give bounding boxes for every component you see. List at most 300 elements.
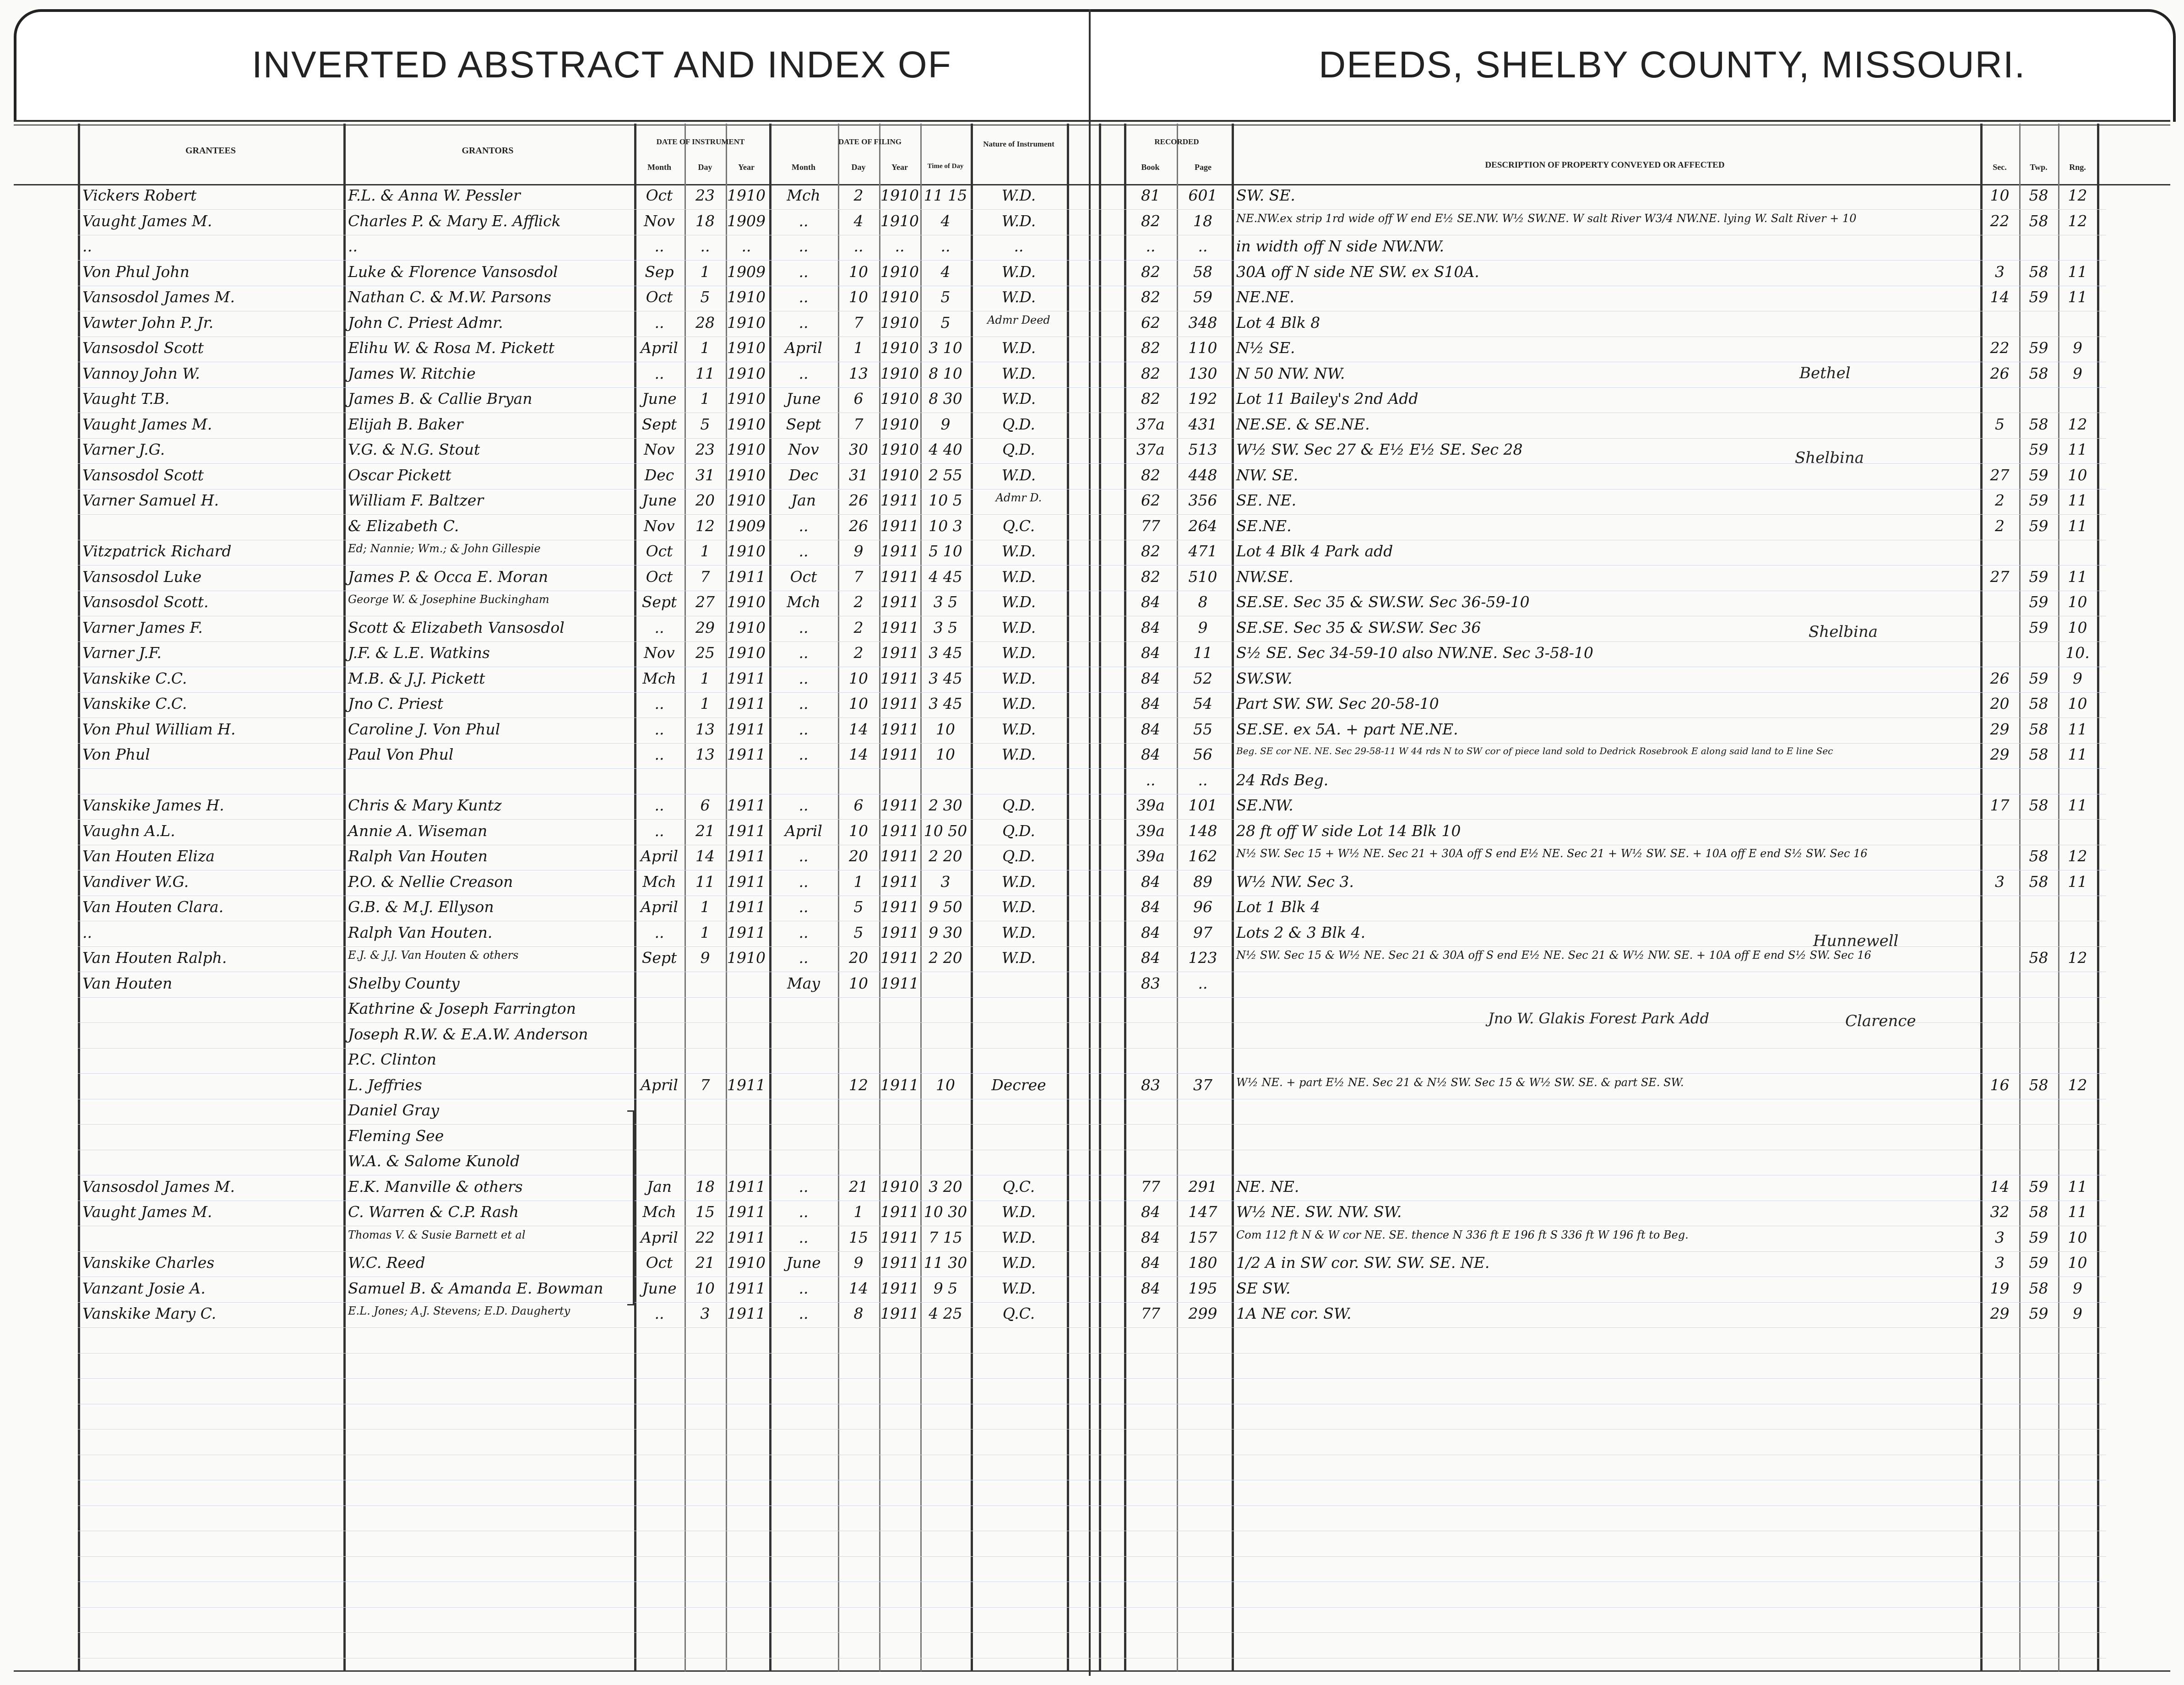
cell-sec: 14 bbox=[1990, 1177, 2010, 1196]
cell-t: 3 bbox=[940, 872, 951, 891]
ruled-line bbox=[78, 997, 2106, 998]
cell-d2: 4 bbox=[853, 212, 864, 230]
cell-nat: W.D. bbox=[1001, 186, 1036, 204]
cell-t: 5 bbox=[940, 313, 951, 332]
cell-grantee: Varner Samuel H. bbox=[82, 491, 219, 509]
cell-t: 8 30 bbox=[929, 390, 962, 408]
cell-rng: 10 bbox=[2068, 695, 2087, 712]
cell-book: 84 bbox=[1141, 923, 1160, 941]
cell-m2: .. bbox=[799, 1228, 809, 1246]
cell-m1: Oct bbox=[646, 288, 673, 306]
cell-grantor: & Elizabeth C. bbox=[348, 516, 459, 535]
cell-grantee: Vaught T.B. bbox=[82, 390, 170, 408]
ruled-line bbox=[78, 1124, 2106, 1125]
cell-page: 54 bbox=[1193, 695, 1212, 712]
cell-y2: 1911 bbox=[880, 949, 919, 967]
cell-y2: 1910 bbox=[880, 262, 919, 281]
cell-grantee: Varner James F. bbox=[82, 618, 203, 636]
cell-desc: NE.NW.ex strip 1rd wide off W end E½ SE.NW. W½ SW.NE. W salt River W3/4 NW.NE. lying W. Salt River + 10 bbox=[1236, 212, 1857, 225]
cell-t: 2 30 bbox=[929, 796, 962, 814]
cell-grantor: Nathan C. & M.W. Parsons bbox=[348, 288, 551, 306]
ruled-line bbox=[78, 692, 2106, 693]
cell-book: 82 bbox=[1141, 212, 1160, 230]
cell-sec: 10 bbox=[1990, 186, 2010, 204]
cell-desc: Lot 4 Blk 8 bbox=[1236, 313, 1320, 332]
cell-m2: May bbox=[787, 974, 820, 992]
cell-rng: 11 bbox=[2068, 262, 2087, 281]
cell-m1: Mch bbox=[642, 1203, 676, 1221]
cell-rng: 11 bbox=[2068, 440, 2087, 458]
cell-book: 37a bbox=[1136, 440, 1165, 458]
cell-book: 37a bbox=[1136, 415, 1165, 433]
cell-m1: April bbox=[641, 339, 678, 357]
cell-d2: 10 bbox=[849, 974, 868, 992]
cell-y1: 1909 bbox=[727, 262, 766, 281]
cell-y2: 1911 bbox=[880, 618, 919, 636]
header-date-filing: DATE OF FILING bbox=[838, 137, 902, 146]
cell-twp: 59 bbox=[2029, 288, 2048, 306]
cell-m1: Nov bbox=[644, 440, 675, 458]
cell-sec: 3 bbox=[1995, 1254, 2005, 1272]
cell-grantor: Charles P. & Mary E. Afflick bbox=[348, 212, 561, 230]
cell-m1: June bbox=[642, 390, 677, 408]
column-divider bbox=[1099, 124, 1101, 1671]
ruled-line bbox=[78, 1378, 2106, 1379]
column-divider bbox=[343, 124, 346, 1671]
cell-y2: 1910 bbox=[880, 440, 919, 458]
cell-y1: 1911 bbox=[727, 872, 766, 891]
cell-twp: 59 bbox=[2029, 669, 2048, 687]
cell-d1: 6 bbox=[700, 796, 710, 814]
cell-m2: .. bbox=[799, 872, 809, 891]
cell-nat: W.D. bbox=[1001, 1279, 1036, 1297]
cell-grantee: Vanskike C.C. bbox=[82, 669, 187, 687]
cell-m1: .. bbox=[654, 720, 664, 738]
place-note: Bethel bbox=[1799, 364, 1851, 382]
cell-m1: June bbox=[642, 1279, 677, 1297]
cell-t: 2 55 bbox=[929, 466, 962, 484]
cell-nat: Q.D. bbox=[1002, 440, 1035, 458]
cell-sec: 27 bbox=[1990, 567, 2010, 586]
place-note: Hunnewell bbox=[1813, 932, 1899, 950]
cell-nat: W.D. bbox=[1001, 542, 1036, 560]
cell-grantor: Ralph Van Houten bbox=[348, 847, 488, 865]
cell-twp: 58 bbox=[2029, 415, 2048, 433]
cell-desc: Lot 4 Blk 4 Park add bbox=[1236, 542, 1393, 560]
cell-book: 84 bbox=[1141, 745, 1160, 763]
cell-m2: Oct bbox=[790, 567, 817, 586]
cell-nat: W.D. bbox=[1001, 466, 1036, 484]
cell-desc: N½ SE. bbox=[1236, 339, 1295, 357]
cell-sec: 20 bbox=[1990, 695, 2010, 712]
cell-y1: 1910 bbox=[727, 288, 766, 306]
cell-rng: 11 bbox=[2068, 491, 2087, 509]
cell-rng: 9 bbox=[2073, 364, 2082, 382]
cell-sec: 22 bbox=[1990, 339, 2010, 357]
cell-d2: 1 bbox=[853, 872, 864, 891]
cell-page: 192 bbox=[1188, 390, 1217, 408]
cell-m2: .. bbox=[799, 949, 809, 967]
cell-m1: .. bbox=[654, 364, 664, 382]
header-nature: Nature of Instrument bbox=[983, 140, 1054, 148]
cell-t: 10 bbox=[936, 720, 955, 738]
cell-m1: Jan bbox=[647, 1177, 672, 1196]
ruled-line bbox=[78, 1607, 2106, 1608]
cell-m1: Oct bbox=[646, 1254, 673, 1272]
cell-d1: 7 bbox=[700, 567, 710, 586]
cell-m2: Nov bbox=[788, 440, 819, 458]
cell-nat: W.D. bbox=[1001, 898, 1036, 916]
cell-grantee: Vitzpatrick Richard bbox=[82, 542, 232, 560]
place-note: Clarence bbox=[1845, 1012, 1916, 1030]
cell-d1: 1 bbox=[700, 390, 710, 408]
cell-desc: S½ SE. Sec 34-59-10 also NW.NE. Sec 3-58-10 bbox=[1236, 644, 1593, 662]
ruled-line bbox=[78, 1048, 2106, 1049]
cell-desc: N 50 NW. NW. bbox=[1236, 364, 1345, 382]
cell-y1: 1911 bbox=[727, 923, 766, 941]
cell-t: 3 5 bbox=[933, 593, 958, 611]
header-date-instrument: DATE OF INSTRUMENT bbox=[656, 137, 745, 146]
cell-nat: W.D. bbox=[1001, 339, 1036, 357]
cell-d1: 13 bbox=[695, 745, 715, 763]
cell-y2: 1911 bbox=[880, 923, 919, 941]
cell-sec: 29 bbox=[1990, 745, 2010, 763]
cell-twp: 58 bbox=[2029, 796, 2048, 814]
cell-page: 147 bbox=[1188, 1203, 1217, 1221]
cell-rng: 11 bbox=[2068, 1203, 2087, 1221]
cell-y1: 1910 bbox=[727, 186, 766, 204]
cell-t: .. bbox=[940, 237, 951, 255]
cell-grantee: Vaught James M. bbox=[82, 1203, 212, 1221]
cell-y2: 1911 bbox=[880, 1203, 919, 1221]
cell-grantee: Vanskike James H. bbox=[82, 796, 224, 814]
cell-page: 148 bbox=[1188, 821, 1217, 840]
cell-t: 10 bbox=[936, 745, 955, 763]
cell-desc: Lot 11 Bailey's 2nd Add bbox=[1236, 390, 1418, 408]
ruled-line bbox=[78, 1302, 2106, 1303]
cell-d2: 2 bbox=[853, 593, 864, 611]
cell-y2: 1911 bbox=[880, 695, 919, 712]
decree-twp: 58 bbox=[2029, 1076, 2048, 1094]
cell-d1: 29 bbox=[695, 618, 715, 636]
cell-page: 52 bbox=[1193, 669, 1212, 687]
cell-grantee: Vannoy John W. bbox=[82, 364, 200, 382]
cell-y2: 1910 bbox=[880, 313, 919, 332]
cell-t: 2 20 bbox=[929, 847, 962, 865]
cell-page: 56 bbox=[1193, 745, 1212, 763]
cell-sec: 14 bbox=[1990, 288, 2010, 306]
cell-grantor: Oscar Pickett bbox=[348, 466, 451, 484]
cell-m2: .. bbox=[799, 847, 809, 865]
cell-desc: W½ NE. SW. NW. SW. bbox=[1236, 1203, 1402, 1221]
cell-d1: 1 bbox=[700, 898, 710, 916]
cell-y2: 1911 bbox=[880, 796, 919, 814]
ruled-line bbox=[78, 1022, 2106, 1023]
ruled-line bbox=[78, 1327, 2106, 1328]
decree-y2: 1911 bbox=[880, 1076, 919, 1094]
cell-sec: 32 bbox=[1990, 1203, 2010, 1221]
cell-d1: 14 bbox=[695, 847, 715, 865]
cell-page: 356 bbox=[1188, 491, 1217, 509]
cell-m2: June bbox=[786, 1254, 821, 1272]
cell-m2: .. bbox=[799, 898, 809, 916]
cell-m1: April bbox=[641, 847, 678, 865]
cell-grantor: William F. Baltzer bbox=[348, 491, 484, 509]
cell-m2: .. bbox=[799, 1177, 809, 1196]
cell-grantor: Scott & Elizabeth Vansosdol bbox=[348, 618, 565, 636]
column-divider bbox=[1232, 124, 1234, 1671]
cell-rng: 10. bbox=[2065, 644, 2090, 662]
cell-t: 10 5 bbox=[929, 491, 962, 509]
cell-d2: 10 bbox=[849, 695, 868, 712]
cell-book: 84 bbox=[1141, 720, 1160, 738]
cell-twp: 59 bbox=[2029, 618, 2048, 636]
cell-desc: SE.SE. ex 5A. + part NE.NE. bbox=[1236, 720, 1458, 738]
cell-d1: 28 bbox=[695, 313, 715, 332]
sub-day-1: Day bbox=[698, 163, 712, 172]
cell-y1: 1909 bbox=[727, 212, 766, 230]
cell-book: 82 bbox=[1141, 390, 1160, 408]
cell-d2: 14 bbox=[849, 1279, 868, 1297]
cell-book: .. bbox=[1146, 237, 1156, 255]
cell-y2: 1911 bbox=[880, 516, 919, 535]
cell-rng: 10 bbox=[2068, 593, 2087, 611]
cell-desc: Beg. SE cor NE. NE. Sec 29-58-11 W 44 rds N to SW cor of piece land sold to Dedrick Rosebrook E along said land to E line Sec bbox=[1236, 745, 1833, 756]
cell-nat: Q.C. bbox=[1002, 1305, 1035, 1322]
cell-grantor: Luke & Florence Vansosdol bbox=[348, 262, 558, 281]
cell-d2: 5 bbox=[853, 923, 864, 941]
cell-y1: 1911 bbox=[727, 567, 766, 586]
cell-m1: Sept bbox=[641, 949, 677, 967]
cell-grantee: Vansosdol Scott. bbox=[82, 593, 209, 611]
cell-y1: 1910 bbox=[727, 390, 766, 408]
cell-m1: Oct bbox=[646, 567, 673, 586]
cell-d1: .. bbox=[700, 237, 710, 255]
cell-rng: 9 bbox=[2073, 669, 2082, 687]
cell-nat: W.D. bbox=[1001, 949, 1036, 967]
cell-book: 77 bbox=[1141, 1305, 1160, 1322]
decree-desc: W½ NE. + part E½ NE. Sec 21 & N½ SW. Sec 15 & W½ SW. SE. & part SE. SW. bbox=[1236, 1076, 1684, 1089]
cell-book: 84 bbox=[1141, 1279, 1160, 1297]
footer-rule bbox=[14, 1670, 2170, 1672]
cell-m2: .. bbox=[799, 618, 809, 636]
cell-grantee: Vaught James M. bbox=[82, 415, 212, 433]
cell-t: 11 30 bbox=[924, 1254, 967, 1272]
cell-d1: 5 bbox=[700, 415, 710, 433]
sub-time-of-day: Time of Day bbox=[927, 163, 964, 170]
cell-page: 110 bbox=[1188, 339, 1217, 357]
header-grantors: GRANTORS bbox=[462, 146, 514, 156]
cell-t: 3 5 bbox=[933, 618, 958, 636]
cell-y2: 1910 bbox=[880, 364, 919, 382]
cell-m2: Sept bbox=[786, 415, 821, 433]
cell-page: 123 bbox=[1188, 949, 1217, 967]
cell-grantee: Vanskike Charles bbox=[82, 1254, 215, 1272]
decree-m1: April bbox=[641, 1076, 678, 1094]
cell-book: 82 bbox=[1141, 567, 1160, 586]
cell-t: 10 50 bbox=[924, 821, 967, 840]
cell-d2: 10 bbox=[849, 669, 868, 687]
cell-d1: 31 bbox=[695, 466, 715, 484]
cell-twp: 59 bbox=[2029, 1177, 2048, 1196]
cell-sec: 3 bbox=[1995, 872, 2005, 891]
cell-desc: NW. SE. bbox=[1236, 466, 1298, 484]
cell-page: 101 bbox=[1188, 796, 1217, 814]
cell-desc: N½ SW. Sec 15 + W½ NE. Sec 21 + 30A off S end E½ NE. Sec 21 + W½ SW. SE. + 10A off E end S½ SW. Sec 16 bbox=[1236, 847, 1868, 860]
cell-desc: SE.NW. bbox=[1236, 796, 1293, 814]
cell-nat: W.D. bbox=[1001, 695, 1036, 712]
cell-desc: 1A NE cor. SW. bbox=[1236, 1305, 1352, 1322]
cell-twp: 59 bbox=[2029, 1228, 2048, 1246]
cell-nat: Q.D. bbox=[1002, 415, 1035, 433]
header-recorded: RECORDED bbox=[1154, 137, 1199, 146]
cell-book: 82 bbox=[1141, 364, 1160, 382]
cell-d2: 1 bbox=[853, 1203, 864, 1221]
decree-grantor: L. Jeffries bbox=[348, 1076, 422, 1094]
cell-book: 84 bbox=[1141, 1228, 1160, 1246]
cell-d2: 5 bbox=[853, 898, 864, 916]
cell-t: 3 20 bbox=[929, 1177, 962, 1196]
decree-d2: 12 bbox=[849, 1076, 868, 1094]
cell-desc: SE.NE. bbox=[1236, 516, 1292, 535]
place-note: Shelbina bbox=[1809, 623, 1878, 641]
cell-m1: April bbox=[641, 898, 678, 916]
cell-grantee: Von Phul John bbox=[82, 262, 190, 281]
cell-grantor: F.L. & Anna W. Pessler bbox=[348, 186, 521, 204]
cell-m1: Mch bbox=[642, 872, 676, 891]
cell-rng: 11 bbox=[2068, 720, 2087, 738]
cell-page: 59 bbox=[1193, 288, 1212, 306]
cell-m2: .. bbox=[799, 796, 809, 814]
cell-y1: 1911 bbox=[727, 1279, 766, 1297]
cell-y1: 1910 bbox=[727, 415, 766, 433]
cell-d2: 9 bbox=[853, 542, 864, 560]
cell-d2: 7 bbox=[853, 567, 864, 586]
cell-book: 83 bbox=[1141, 974, 1160, 992]
cell-desc: SE SW. bbox=[1236, 1279, 1291, 1297]
ruled-line bbox=[78, 1556, 2106, 1557]
cell-y2: 1910 bbox=[880, 466, 919, 484]
cell-desc: N½ SW. Sec 15 & W½ NE. Sec 21 & 30A off S end E½ NE. Sec 21 & W½ NW. SE. + 10A off E end S½ SW. Sec 16 bbox=[1236, 949, 1871, 962]
cell-nat: Admr Deed bbox=[987, 313, 1050, 326]
cell-page: 9 bbox=[1198, 618, 1208, 636]
cell-y1: 1911 bbox=[727, 720, 766, 738]
decree-grantor: Kathrine & Joseph Farrington bbox=[348, 1000, 576, 1017]
cell-twp: 58 bbox=[2029, 872, 2048, 891]
cell-desc: Part SW. SW. Sec 20-58-10 bbox=[1236, 695, 1439, 712]
cell-desc: W½ NW. Sec 3. bbox=[1236, 872, 1354, 891]
cell-y1: 1911 bbox=[727, 1177, 766, 1196]
cell-grantee: Vanskike C.C. bbox=[82, 695, 187, 712]
column-divider bbox=[2097, 124, 2099, 1671]
cell-grantor: James W. Ritchie bbox=[348, 364, 476, 382]
cell-grantor: E.L. Jones; A.J. Stevens; E.D. Daugherty bbox=[348, 1305, 570, 1317]
cell-nat: Q.C. bbox=[1002, 516, 1035, 535]
cell-m1: Dec bbox=[644, 466, 674, 484]
cell-book: 84 bbox=[1141, 872, 1160, 891]
ruled-line bbox=[78, 209, 2106, 210]
cell-d1: 1 bbox=[700, 339, 710, 357]
decree-t: 10 bbox=[936, 1076, 955, 1094]
cell-y2: 1911 bbox=[880, 1279, 919, 1297]
cell-book: 84 bbox=[1141, 898, 1160, 916]
cell-twp: 59 bbox=[2029, 1305, 2048, 1322]
cell-book: 39a bbox=[1136, 821, 1165, 840]
cell-d1: 1 bbox=[700, 542, 710, 560]
cell-nat: Q.D. bbox=[1002, 796, 1035, 814]
cell-book: 84 bbox=[1141, 1203, 1160, 1221]
cell-y2: 1911 bbox=[880, 872, 919, 891]
cell-grantee: Von Phul William H. bbox=[82, 720, 236, 738]
cell-nat: W.D. bbox=[1001, 288, 1036, 306]
cell-book: 84 bbox=[1141, 949, 1160, 967]
cell-desc: 30A off N side NE SW. ex S10A. bbox=[1236, 262, 1479, 281]
cell-book: 39a bbox=[1136, 847, 1165, 865]
cell-y1: 1910 bbox=[727, 440, 766, 458]
cell-book: 77 bbox=[1141, 516, 1160, 535]
decree-nat: Decree bbox=[991, 1076, 1046, 1094]
header-rule-bottom bbox=[14, 184, 2170, 185]
cell-twp: 58 bbox=[2029, 186, 2048, 204]
cell-page: 11 bbox=[1193, 644, 1212, 662]
cell-d2: 2 bbox=[853, 618, 864, 636]
cell-book: 62 bbox=[1141, 491, 1160, 509]
cell-nat: Q.C. bbox=[1002, 1177, 1035, 1196]
cell-d2: 10 bbox=[849, 288, 868, 306]
cell-book: 82 bbox=[1141, 466, 1160, 484]
cell-t: 5 bbox=[940, 288, 951, 306]
cell-d1: 3 bbox=[700, 1305, 710, 1322]
cell-d1: 5 bbox=[700, 288, 710, 306]
cell-t: 10 30 bbox=[924, 1203, 967, 1221]
cell-desc: 24 Rds Beg. bbox=[1236, 771, 1329, 789]
cell-book: 84 bbox=[1141, 695, 1160, 712]
cell-y1: 1911 bbox=[727, 1305, 766, 1322]
cell-d2: .. bbox=[853, 237, 864, 255]
cell-book: 81 bbox=[1141, 186, 1160, 204]
cell-rng: 10 bbox=[2068, 1228, 2087, 1246]
cell-d1: 25 bbox=[695, 644, 715, 662]
cell-twp: 58 bbox=[2029, 212, 2048, 230]
cell-t: 3 45 bbox=[929, 669, 962, 687]
cell-m2: June bbox=[786, 390, 821, 408]
cell-grantee: Vickers Robert bbox=[82, 186, 197, 204]
cell-book: 82 bbox=[1141, 542, 1160, 560]
cell-book: 82 bbox=[1141, 339, 1160, 357]
cell-page: .. bbox=[1198, 771, 1208, 789]
cell-y2: 1911 bbox=[880, 669, 919, 687]
cell-m2: .. bbox=[799, 1279, 809, 1297]
cell-book: 82 bbox=[1141, 262, 1160, 281]
cell-page: 348 bbox=[1188, 313, 1217, 332]
cell-d1: 20 bbox=[695, 491, 715, 509]
cell-y1: 1911 bbox=[727, 1203, 766, 1221]
cell-grantee: Von Phul bbox=[82, 745, 150, 763]
sub-year-1: Year bbox=[738, 163, 755, 172]
cell-y2: 1911 bbox=[880, 567, 919, 586]
cell-d1: 22 bbox=[695, 1228, 715, 1246]
cell-rng: 9 bbox=[2073, 1279, 2082, 1297]
place-note: Shelbina bbox=[1795, 449, 1864, 467]
cell-grantee: Vaught James M. bbox=[82, 212, 212, 230]
cell-m2: .. bbox=[799, 212, 809, 230]
decree-d1: 7 bbox=[700, 1076, 710, 1094]
cell-grantee: Vansosdol Scott bbox=[82, 339, 204, 357]
cell-nat: W.D. bbox=[1001, 262, 1036, 281]
cell-sec: 19 bbox=[1990, 1279, 2010, 1297]
cell-twp: 59 bbox=[2029, 339, 2048, 357]
cell-d1: 23 bbox=[695, 186, 715, 204]
